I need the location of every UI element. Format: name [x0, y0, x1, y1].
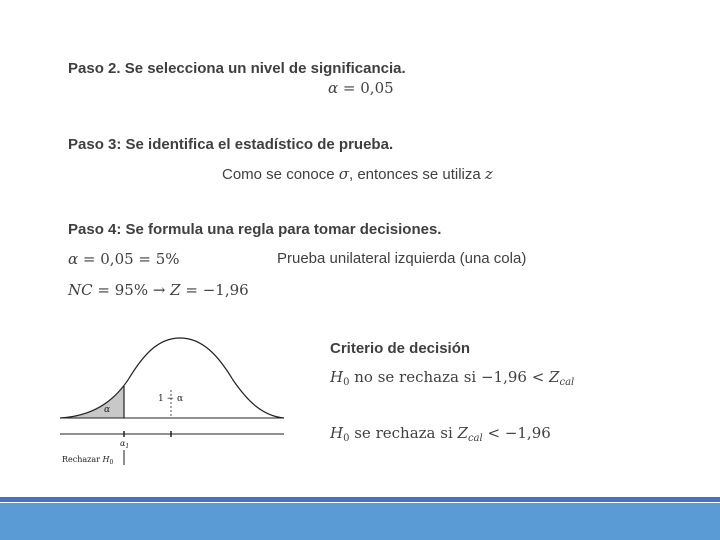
zcal-subscript-2: cal [467, 433, 483, 444]
step3-heading: Paso 3: Se identifica el estadístico de prueba. [68, 136, 394, 153]
acceptance-region-label: 1 − α [158, 394, 184, 404]
footer-bar [0, 503, 720, 540]
decision-rule-reject [330, 424, 551, 444]
nc-symbol: NC [68, 281, 93, 299]
h0-symbol: H [330, 368, 344, 386]
z-critical-value: = −1,96 [185, 281, 249, 299]
normal-curve-figure [58, 330, 290, 470]
z-symbol: z [484, 165, 493, 183]
decision-rule-accept [330, 368, 574, 388]
step2-heading: Paso 2. Se selecciona un nivel de significancia. [68, 60, 406, 77]
h0-subscript: 0 [343, 377, 350, 388]
h0-subscript-2: 0 [343, 433, 350, 444]
rule2-text: se rechaza si [349, 424, 458, 442]
h0-symbol-2: H [330, 424, 344, 442]
rule1-text: no se rechaza si [349, 368, 481, 386]
criterion-title: Criterio de decisión [330, 340, 471, 357]
critical-axis-label [120, 439, 129, 450]
z-critical-symbol: Z [170, 281, 181, 299]
zcal-symbol-2: Z [457, 424, 468, 442]
test-type: Prueba unilateral izquierda (una cola) [277, 250, 527, 267]
nc-rest: = 95% → [97, 281, 171, 299]
alpha-line-symbol: α [68, 250, 79, 268]
alpha-value: = 0,05 [342, 79, 394, 97]
rule2-math: < −1,96 [482, 424, 551, 442]
rejection-region [62, 385, 124, 418]
statistic-sentence [222, 165, 493, 183]
alpha-percent-line [68, 250, 180, 268]
alpha-line-rest: = 0,05 = 5% [82, 250, 180, 268]
footer-accent-bar [0, 497, 720, 502]
alpha-equation [328, 79, 394, 97]
alpha-region-label: α [104, 405, 111, 415]
step4-heading: Paso 4: Se formula una regla para tomar decisiones. [68, 221, 442, 238]
alpha-symbol: α [328, 79, 339, 97]
confidence-line [68, 281, 249, 299]
reject-label [62, 455, 114, 466]
sigma-symbol: σ [338, 165, 349, 183]
statistic-text-after: , entonces se utiliza [348, 166, 485, 183]
reject-label-h-subscript: 0 [109, 459, 114, 466]
critical-axis-subscript: 1 [125, 443, 130, 450]
reject-label-h: H [102, 455, 110, 464]
rule1-math: −1,96 < [480, 368, 550, 386]
statistic-text-before: Como se conoce [222, 166, 339, 183]
critical-axis-symbol: α [120, 439, 126, 448]
zcal-symbol: Z [549, 368, 560, 386]
normal-curve [60, 338, 284, 418]
zcal-subscript: cal [559, 377, 575, 388]
reject-label-text: Rechazar [62, 455, 103, 464]
